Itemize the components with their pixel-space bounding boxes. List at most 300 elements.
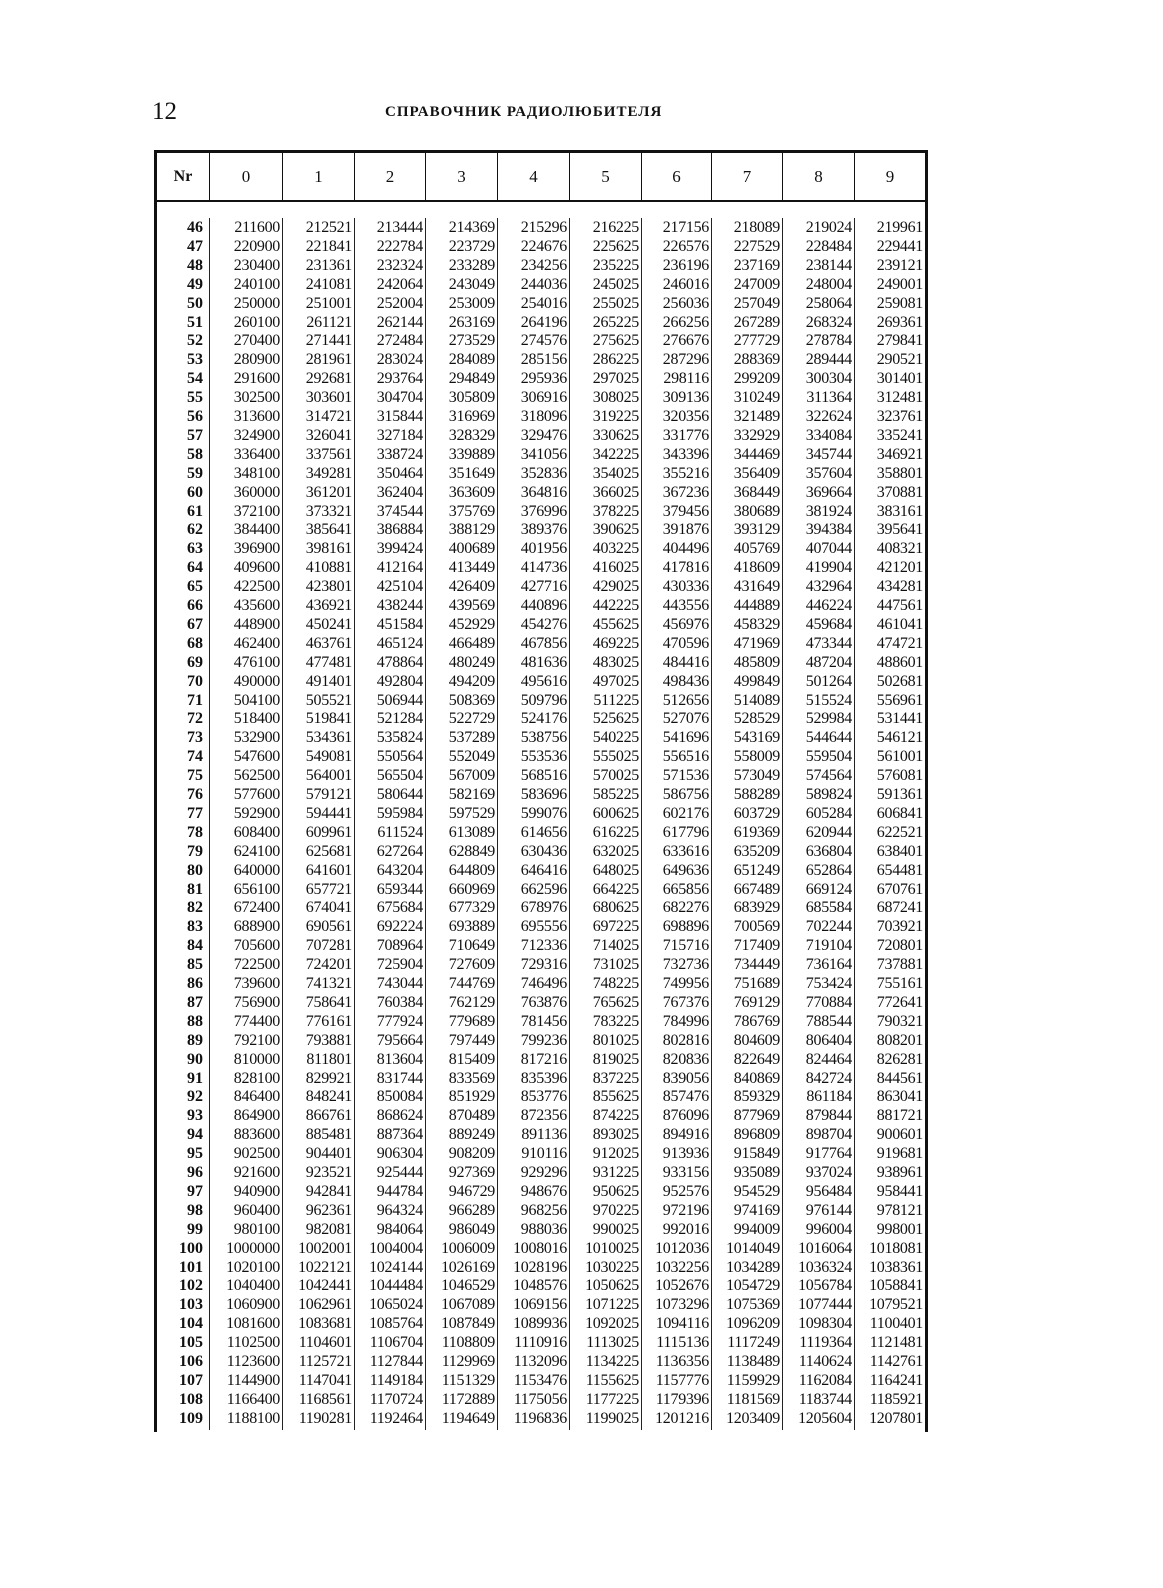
table-cell: 1094116 <box>655 1315 709 1333</box>
table-cell: 1196836 <box>513 1409 567 1427</box>
table-cell: 280900 <box>233 351 280 369</box>
header-col-5: 5 <box>569 153 641 200</box>
table-cell: 583696 <box>520 786 567 803</box>
table-cell: 1194649 <box>441 1409 495 1427</box>
table-cell: 595984 <box>376 804 423 822</box>
table-cell: 1102500 <box>226 1334 280 1352</box>
table-cell: 589824 <box>805 786 852 803</box>
table-cell: 525625 <box>592 710 639 728</box>
table-cell: 734449 <box>733 956 780 974</box>
table-cell: 1030225 <box>585 1258 639 1276</box>
table-cell: 268324 <box>805 313 852 331</box>
table-cell: 850084 <box>376 1088 423 1106</box>
table-cell: 366025 <box>592 483 639 501</box>
row-number: 59 <box>187 464 203 482</box>
table-cell: 1149184 <box>369 1371 423 1389</box>
table-cell: 381924 <box>805 502 852 520</box>
table-cell: 1087849 <box>441 1315 495 1333</box>
table-row <box>157 388 925 407</box>
table-cell: 291600 <box>233 370 280 388</box>
table-cell: 345744 <box>805 445 852 463</box>
table-cell: 467856 <box>520 634 567 652</box>
table-cell: 1075369 <box>726 1296 780 1314</box>
table-cell: 715716 <box>662 937 709 955</box>
table-row <box>157 823 925 842</box>
table-cell: 614656 <box>520 823 567 841</box>
table-row <box>157 898 925 917</box>
table-cell: 783225 <box>592 1012 639 1030</box>
table-cell: 968256 <box>520 1201 567 1219</box>
table-row <box>157 936 925 955</box>
table-cell: 896809 <box>733 1126 780 1144</box>
table-cell: 866761 <box>305 1107 352 1125</box>
table-row <box>157 880 925 899</box>
table-cell: 687241 <box>876 899 923 917</box>
row-number: 108 <box>179 1390 203 1408</box>
row-number: 88 <box>187 1012 203 1030</box>
table-cell: 702244 <box>805 918 852 936</box>
table-cell: 1044484 <box>369 1277 423 1295</box>
table-cell: 756900 <box>233 993 280 1011</box>
table-cell: 1050625 <box>585 1277 639 1295</box>
table-cell: 613089 <box>448 823 495 841</box>
table-cell: 558009 <box>733 748 780 766</box>
table-cell: 511225 <box>593 691 639 709</box>
table-cell: 474721 <box>876 634 923 652</box>
table-cell: 552049 <box>448 748 495 766</box>
column-divider <box>569 218 570 1430</box>
table-cell: 470596 <box>662 634 709 652</box>
table-row <box>157 1314 925 1333</box>
table-cell: 996004 <box>805 1220 852 1238</box>
table-cell: 758641 <box>305 993 352 1011</box>
table-cell: 960400 <box>233 1201 280 1219</box>
table-cell: 401956 <box>520 540 567 558</box>
row-number: 95 <box>187 1145 203 1163</box>
table-row <box>157 766 925 785</box>
table-cell: 1132096 <box>513 1353 567 1370</box>
table-row <box>157 1276 925 1295</box>
row-number: 96 <box>187 1164 203 1181</box>
table-cell: 667489 <box>733 880 780 898</box>
table-cell: 292681 <box>305 370 352 388</box>
table-cell: 722500 <box>233 956 280 974</box>
table-cell: 312481 <box>876 389 923 407</box>
table-cell: 894916 <box>662 1126 709 1144</box>
table-row <box>157 218 925 237</box>
table-cell: 736164 <box>805 956 852 974</box>
table-cell: 514089 <box>733 691 780 709</box>
table-row <box>157 577 925 596</box>
header-col-6: 6 <box>641 153 711 200</box>
table-cell: 553536 <box>520 748 567 766</box>
table-cell: 824464 <box>805 1050 852 1068</box>
table-row <box>157 502 925 521</box>
row-number: 101 <box>179 1258 203 1276</box>
table-cell: 799236 <box>520 1031 567 1049</box>
table-cell: 339889 <box>448 445 495 463</box>
table-cell: 640000 <box>233 861 280 879</box>
table-cell: 232324 <box>376 256 423 274</box>
table-cell: 258064 <box>805 294 852 312</box>
table-cell: 367236 <box>662 483 709 501</box>
table-cell: 336400 <box>233 445 280 463</box>
table-cell: 677329 <box>448 899 495 917</box>
table-cell: 690561 <box>305 918 352 936</box>
table-cell: 597529 <box>448 804 495 822</box>
table-row <box>157 313 925 332</box>
table-cell: 1010025 <box>585 1239 639 1257</box>
table-cell: 348100 <box>233 464 280 482</box>
table-cell: 633616 <box>662 842 709 860</box>
table-cell: 311364 <box>806 389 852 407</box>
table-cell: 215296 <box>520 219 567 236</box>
table-cell: 488601 <box>876 653 923 671</box>
table-cell: 484416 <box>662 653 709 671</box>
column-divider <box>497 218 498 1430</box>
table-cell: 948676 <box>520 1182 567 1200</box>
table-cell: 477481 <box>305 653 352 671</box>
table-cell: 466489 <box>448 634 495 652</box>
table-cell: 1014049 <box>726 1239 780 1257</box>
table-cell: 793881 <box>305 1031 352 1049</box>
table-cell: 649636 <box>662 861 709 879</box>
table-cell: 214369 <box>448 219 495 236</box>
row-number: 77 <box>187 804 203 822</box>
table-cell: 898704 <box>805 1126 852 1144</box>
table-cell: 1175056 <box>513 1390 567 1408</box>
table-cell: 707281 <box>305 937 352 955</box>
table-cell: 241081 <box>305 275 352 293</box>
table-cell: 739600 <box>233 975 280 992</box>
table-cell: 395641 <box>876 521 923 539</box>
table-cell: 549081 <box>305 748 352 766</box>
table-cell: 1117249 <box>727 1334 780 1352</box>
row-number: 74 <box>187 748 203 766</box>
table-cell: 555025 <box>592 748 639 766</box>
table-cell: 1004004 <box>369 1239 423 1257</box>
table-cell: 954529 <box>733 1182 780 1200</box>
table-cell: 219024 <box>805 219 852 236</box>
table-cell: 211600 <box>234 219 280 236</box>
table-cell: 908209 <box>448 1145 495 1163</box>
table-row <box>157 615 925 634</box>
table-cell: 463761 <box>305 634 352 652</box>
row-number: 103 <box>179 1296 203 1314</box>
table-cell: 1157776 <box>655 1371 709 1389</box>
row-number: 56 <box>187 408 203 425</box>
table-cell: 617796 <box>662 823 709 841</box>
table-cell: 414736 <box>520 559 567 577</box>
table-cell: 1056784 <box>798 1277 852 1295</box>
table-cell: 567009 <box>448 767 495 785</box>
table-cell: 769129 <box>733 993 780 1011</box>
table-cell: 290521 <box>876 351 923 369</box>
table-cell: 1203409 <box>726 1409 780 1427</box>
table-cell: 492804 <box>376 672 423 690</box>
table-cell: 606841 <box>876 804 923 822</box>
table-cell: 714025 <box>592 937 639 955</box>
table-cell: 352836 <box>520 464 567 482</box>
table-cell: 459684 <box>805 615 852 633</box>
table-cell: 952576 <box>662 1182 709 1200</box>
table-cell: 579121 <box>305 786 352 803</box>
table-cell: 423801 <box>305 578 352 596</box>
row-number: 49 <box>187 275 203 293</box>
row-number: 76 <box>187 786 203 803</box>
table-cell: 538756 <box>520 729 567 747</box>
table-cell: 1140624 <box>798 1353 852 1370</box>
table-cell: 305809 <box>448 389 495 407</box>
table-cell: 224676 <box>520 237 567 255</box>
table-cell: 469225 <box>592 634 639 652</box>
table-cell: 497025 <box>592 672 639 690</box>
table-cell: 518400 <box>233 710 280 728</box>
table-cell: 731025 <box>592 956 639 974</box>
table-cell: 628849 <box>448 842 495 860</box>
table-cell: 300304 <box>805 370 852 388</box>
table-cell: 931225 <box>592 1164 639 1181</box>
table-cell: 797449 <box>448 1031 495 1049</box>
table-cell: 249001 <box>876 275 923 293</box>
table-cell: 608400 <box>233 823 280 841</box>
table-cell: 531441 <box>876 710 923 728</box>
row-number: 57 <box>187 426 203 444</box>
table-cell: 1069156 <box>513 1296 567 1314</box>
table-cell: 278784 <box>805 332 852 350</box>
table-cell: 910116 <box>521 1145 567 1163</box>
table-cell: 835396 <box>520 1069 567 1087</box>
table-cell: 285156 <box>520 351 567 369</box>
row-number: 82 <box>187 899 203 917</box>
table-cell: 641601 <box>305 861 352 879</box>
table-cell: 522729 <box>448 710 495 728</box>
table-cell: 889249 <box>448 1126 495 1144</box>
table-cell: 808201 <box>876 1031 923 1049</box>
table-cell: 294849 <box>448 370 495 388</box>
table-cell: 519841 <box>305 710 352 728</box>
table-cell: 1042441 <box>298 1277 352 1295</box>
table-cell: 407044 <box>805 540 852 558</box>
table-row <box>157 804 925 823</box>
table-cell: 1054729 <box>726 1277 780 1295</box>
table-cell: 279841 <box>876 332 923 350</box>
table-cell: 777924 <box>376 1012 423 1030</box>
table-cell: 494209 <box>448 672 495 690</box>
table-cell: 863041 <box>876 1088 923 1106</box>
column-divider <box>711 218 712 1430</box>
page-number: 12 <box>152 98 177 125</box>
table-cell: 1138489 <box>726 1353 780 1370</box>
table-cell: 556516 <box>662 748 709 766</box>
table-cell: 1108809 <box>441 1334 495 1352</box>
table-cell: 443556 <box>662 597 709 614</box>
table-row <box>157 955 925 974</box>
table-row <box>157 445 925 464</box>
table-cell: 594441 <box>305 804 352 822</box>
table-row <box>157 464 925 483</box>
table-cell: 990025 <box>592 1220 639 1238</box>
table-cell: 417816 <box>662 559 709 577</box>
table-cell: 431649 <box>733 578 780 596</box>
table-cell: 921600 <box>233 1164 280 1181</box>
table-row <box>157 653 925 672</box>
table-cell: 588289 <box>733 786 780 803</box>
table-cell: 506944 <box>376 691 423 709</box>
table-cell: 760384 <box>376 993 423 1011</box>
table-cell: 625681 <box>305 842 352 860</box>
table-cell: 515524 <box>805 691 852 709</box>
table-cell: 630436 <box>520 842 567 860</box>
table-cell: 828100 <box>233 1069 280 1087</box>
table-cell: 446224 <box>805 597 852 614</box>
table-cell: 710649 <box>448 937 495 955</box>
table-cell: 1205604 <box>798 1409 852 1427</box>
table-cell: 833569 <box>448 1069 495 1087</box>
table-cell: 1179396 <box>655 1390 709 1408</box>
table-cell: 751689 <box>733 975 780 992</box>
table-cell: 309136 <box>662 389 709 407</box>
table-cell: 421201 <box>876 559 923 577</box>
row-number: 50 <box>187 294 203 312</box>
header-col-7: 7 <box>711 153 782 200</box>
table-cell: 213444 <box>376 219 423 236</box>
table-cell: 386884 <box>376 521 423 539</box>
table-cell: 396900 <box>233 540 280 558</box>
table-cell: 719104 <box>805 937 852 955</box>
row-number: 52 <box>187 332 203 350</box>
header-nr: Nr <box>173 168 193 185</box>
table-row <box>157 1333 925 1352</box>
table-cell: 938961 <box>876 1164 923 1181</box>
table-cell: 887364 <box>376 1126 423 1144</box>
table-cell: 509796 <box>520 691 567 709</box>
table-cell: 334084 <box>805 426 852 444</box>
table-cell: 592900 <box>233 804 280 822</box>
table-cell: 732736 <box>662 956 709 974</box>
table-cell: 269361 <box>876 313 923 331</box>
table-row <box>157 1352 925 1371</box>
table-cell: 571536 <box>662 767 709 785</box>
row-number: 105 <box>179 1334 203 1352</box>
row-number: 92 <box>187 1088 203 1106</box>
table-cell: 1183744 <box>798 1390 852 1408</box>
table-cell: 727609 <box>448 956 495 974</box>
table-cell: 564001 <box>305 767 352 785</box>
table-cell: 281961 <box>305 351 352 369</box>
table-cell: 1022121 <box>298 1258 352 1276</box>
table-cell: 416025 <box>592 559 639 577</box>
table-cell: 970225 <box>592 1201 639 1219</box>
table-cell: 321489 <box>733 408 780 425</box>
table-cell: 436921 <box>305 597 352 614</box>
table-cell: 1142761 <box>869 1353 923 1370</box>
table-cell: 541696 <box>662 729 709 747</box>
table-cell: 222784 <box>376 237 423 255</box>
table-cell: 1104601 <box>298 1334 352 1352</box>
table-row <box>157 350 925 369</box>
table-cell: 1079521 <box>869 1296 923 1314</box>
table-cell: 524176 <box>520 710 567 728</box>
table-cell: 659344 <box>376 880 423 898</box>
row-number: 107 <box>179 1371 203 1389</box>
table-cell: 245025 <box>592 275 639 293</box>
row-number: 71 <box>187 691 203 709</box>
table-cell: 811801 <box>306 1050 352 1068</box>
table-row <box>157 237 925 256</box>
table-cell: 688900 <box>233 918 280 936</box>
table-cell: 537289 <box>448 729 495 747</box>
row-number: 94 <box>187 1126 203 1144</box>
table-cell: 693889 <box>448 918 495 936</box>
table-cell: 498436 <box>662 672 709 690</box>
table-cell: 565504 <box>376 767 423 785</box>
table-cell: 651249 <box>733 861 780 879</box>
row-number: 90 <box>187 1050 203 1068</box>
row-number: 55 <box>187 389 203 407</box>
table-row <box>157 1012 925 1031</box>
table-cell: 374544 <box>376 502 423 520</box>
table-cell: 820836 <box>662 1050 709 1068</box>
table-cell: 439569 <box>448 597 495 614</box>
table-cell: 1060900 <box>226 1296 280 1314</box>
table-cell: 964324 <box>376 1201 423 1219</box>
table-cell: 408321 <box>876 540 923 558</box>
table-cell: 342225 <box>592 445 639 463</box>
row-number: 102 <box>179 1277 203 1295</box>
table-cell: 316969 <box>448 408 495 425</box>
table-cell: 504100 <box>233 691 280 709</box>
table-cell: 295936 <box>520 370 567 388</box>
table-cell: 354025 <box>592 464 639 482</box>
row-number: 75 <box>187 767 203 785</box>
table-cell: 1081600 <box>226 1315 280 1333</box>
row-number: 104 <box>179 1315 203 1333</box>
table-cell: 776161 <box>305 1012 352 1030</box>
table-cell: 1077444 <box>798 1296 852 1314</box>
row-number: 69 <box>187 653 203 671</box>
table-cell: 225625 <box>592 237 639 255</box>
table-cell: 806404 <box>805 1031 852 1049</box>
table-row <box>157 1087 925 1106</box>
table-cell: 585225 <box>592 786 639 803</box>
table-cell: 435600 <box>233 597 280 614</box>
table-cell: 708964 <box>376 937 423 955</box>
table-cell: 1098304 <box>798 1315 852 1333</box>
table-cell: 848241 <box>305 1088 352 1106</box>
table-cell: 221841 <box>305 237 352 255</box>
table-cell: 322624 <box>805 408 852 425</box>
table-cell: 609961 <box>305 823 352 841</box>
table-cell: 813604 <box>376 1050 423 1068</box>
table-cell: 304704 <box>376 389 423 407</box>
table-cell: 853776 <box>520 1088 567 1106</box>
table-cell: 357604 <box>805 464 852 482</box>
table-cell: 313600 <box>233 408 280 425</box>
table-cell: 478864 <box>376 653 423 671</box>
table-cell: 481636 <box>520 653 567 671</box>
table-cell: 529984 <box>805 710 852 728</box>
table-cell: 527076 <box>662 710 709 728</box>
table-cell: 784996 <box>662 1012 709 1030</box>
table-cell: 372100 <box>233 502 280 520</box>
table-cell: 330625 <box>592 426 639 444</box>
table-cell: 434281 <box>876 578 923 596</box>
table-cell: 380689 <box>733 502 780 520</box>
row-number: 54 <box>187 370 203 388</box>
table-cell: 984064 <box>376 1220 423 1238</box>
table-cell: 272484 <box>376 332 423 350</box>
